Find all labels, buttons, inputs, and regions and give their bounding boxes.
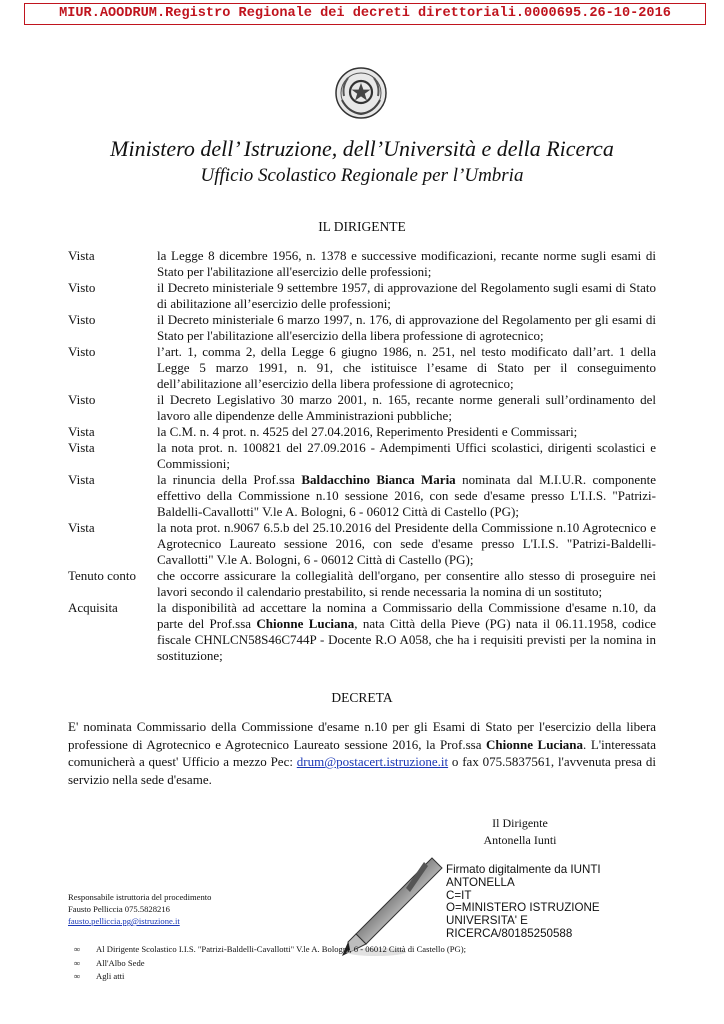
premise-text: la nota prot. n.9067 6.5.b del 25.10.2016 del Presidente della Commissione n.10 Agrotecnico e Agrotecnico Laureato sessione 2016, con sede d'esame presso L'I.I.S. "Patrizi-Baldelli-Cavallotti" V.le A. Bologni, 6 - 06012 Città di Castello (PG);: [157, 520, 656, 567]
premise-item: [68, 312, 656, 344]
premise-text-start: la rinuncia della Prof.ssa: [157, 472, 302, 487]
recipient-item: [74, 957, 466, 971]
decree-text: E' nominata Commissario della Commissione d'esame n.10 per gli Esami di Stato per l'esercizio della libera professione di Agrotecnico e Agrotecnico Laureato sessione 2016, la Prof.ssa: [68, 719, 656, 752]
person-name: Baldacchino Bianca Maria: [301, 472, 456, 487]
recipient-item: [74, 970, 466, 984]
infinity-bullet-icon: ∞: [74, 971, 81, 981]
premise-text: il Decreto ministeriale 6 marzo 1997, n. 176, di approvazione del Regolamento per gli esami di Stato per l'abilitazione all'esercizio della libera professione di agrotecnico;: [157, 312, 656, 343]
decree-text: . L'interessata comunicherà a quest' Ufficio a mezzo Pec:: [68, 736, 656, 769]
premise-item: [68, 568, 656, 600]
responsible-name: Fausto Pelliccia 075.5828216: [68, 904, 170, 914]
premise-item: [68, 344, 656, 392]
digital-signature-line: RICERCA/80185250588: [446, 926, 573, 940]
infinity-bullet-icon: ∞: [74, 944, 81, 954]
signer-name: Antonella Iunti: [483, 833, 557, 847]
premise-item: [68, 600, 656, 664]
premise-text-start: la disponibilità ad accettare la nomina a Commissario della Commissione d'esame n.10, da parte del Prof.ssa: [157, 600, 656, 631]
responsible-email-link[interactable]: fausto.pelliccia.pg@istruzione.it: [68, 916, 180, 926]
pec-email-link[interactable]: drum@postacert.istruzione.it: [296, 754, 449, 769]
premise-item: [68, 280, 656, 312]
recipient-text: Al Dirigente Scolastico I.I.S. "Patrizi-Baldelli-Cavallotti" V.le A. Bologni, 6 - 06012 Città di Castello (PG);: [96, 944, 466, 954]
decree-body: [68, 718, 656, 788]
premises-list: [68, 248, 656, 664]
premise-item: [68, 248, 656, 280]
premise-text: la C.M. n. 4 prot. n. 4525 del 27.04.2016, Reperimento Presidenti e Commissari;: [157, 424, 578, 439]
premise-keyword: Acquisita: [68, 600, 118, 615]
premise-keyword: Vista: [68, 248, 95, 263]
premise-keyword: Visto: [68, 280, 96, 295]
digital-signature-line: ANTONELLA: [446, 875, 515, 889]
premise-keyword: Vista: [68, 520, 95, 535]
digital-signature-line: Firmato digitalmente da IUNTI: [446, 863, 601, 876]
republic-emblem-icon: [334, 66, 388, 120]
decree-heading: DECRETA: [331, 690, 393, 705]
premise-text: la Legge 8 dicembre 1956, n. 1378 e successive modificazioni, recante norme sugli esami di Stato per l'abilitazione all'esercizio delle professioni;: [157, 248, 656, 279]
premise-item: [68, 440, 656, 472]
premise-text: la nota prot. n. 100821 del 27.09.2016 - Adempimenti Uffici scolastici, dirigenti scolastici e Commissioni;: [157, 440, 656, 471]
person-name: Chionne Luciana: [256, 616, 355, 631]
responsible-block: [68, 891, 211, 927]
responsible-label: Responsabile istruttoria del procedimento: [68, 892, 212, 902]
protocol-stamp: MIUR.AOODRUM.Registro Regionale dei decreti direttoriali.0000695.26-10-2016: [24, 3, 706, 25]
digital-signature-text: [446, 864, 601, 941]
premise-text: l’art. 1, comma 2, della Legge 6 giugno 1986, n. 251, nel testo modificato dall’art. 1 della Legge 5 marzo 1991, n. 91, che istituisce l’esame di Stato per il conseguimento dell’abilitazione all’esercizio della libera professione di agrotecnico;: [157, 344, 656, 391]
infinity-bullet-icon: ∞: [74, 957, 81, 968]
premise-item: [68, 424, 656, 440]
premise-keyword: Vista: [68, 472, 95, 487]
recipients-list: [74, 943, 466, 984]
premise-keyword: Visto: [68, 392, 96, 407]
premise-item: [68, 520, 656, 568]
premise-text: [157, 472, 656, 520]
premise-keyword: Visto: [68, 312, 96, 327]
premise-text: [157, 600, 656, 664]
premise-keyword: Vista: [68, 424, 95, 439]
recipient-text: Agli atti: [96, 971, 125, 981]
decree-text: o fax 075.5837561, l'avvenuta presa di servizio nella sede d'esame.: [68, 754, 656, 787]
signer-role: Il Dirigente: [492, 816, 548, 830]
recipient-item: [74, 943, 466, 957]
digital-signature-line: O=MINISTERO ISTRUZIONE: [446, 901, 600, 915]
signature-block: [440, 815, 600, 849]
appointee-name: Chionne Luciana: [486, 736, 584, 752]
premise-keyword: Tenuto conto: [68, 568, 137, 583]
premise-text-end: , nata Città della Pieve (PG) nata il 06.11.1958, codice fiscale CHNLCN58S46C744P - Docente R.O A058, che ha i requisiti previsti per la nomina in sostituzione;: [157, 616, 656, 663]
premise-text: che occorre assicurare la collegialità dell'organo, per consentire allo stesso di proseguire nei lavori secondo il calendario prestabilito, si rende necessaria la nomina di un sostituto;: [157, 568, 656, 599]
premise-text: il Decreto Legislativo 30 marzo 2001, n. 165, recante norme generali sull’ordinamento del lavoro alle dipendenze delle Amministrazioni pubbliche;: [157, 392, 656, 423]
premise-item: [68, 392, 656, 424]
document-heading: IL DIRIGENTE: [318, 219, 406, 234]
digital-signature-line: C=IT: [446, 888, 472, 902]
office-title: Ufficio Scolastico Regionale per l’Umbria: [200, 165, 524, 186]
ministry-title: Ministero dell’ Istruzione, dell’Università e della Ricerca: [110, 136, 614, 161]
premise-keyword: Vista: [68, 440, 95, 455]
digital-signature-line: UNIVERSITA' E: [446, 914, 528, 928]
premise-text: il Decreto ministeriale 9 settembre 1957, di approvazione del Regolamento sugli esami di Stato di abilitazione all’esercizio delle professioni;: [157, 280, 656, 311]
recipient-text: All'Albo Sede: [96, 957, 145, 968]
premise-text-end: nominata dal M.I.U.R. componente effettivo della Commissione n.10 sessione 2016, con sede d'esame presso L'I.I.S. "Patrizi-Baldelli-Cavallotti" V.le A. Bologni, 6 - 06012 Città di Castello (PG);: [157, 472, 656, 519]
premise-item: [68, 472, 656, 520]
premise-keyword: Visto: [68, 344, 96, 359]
